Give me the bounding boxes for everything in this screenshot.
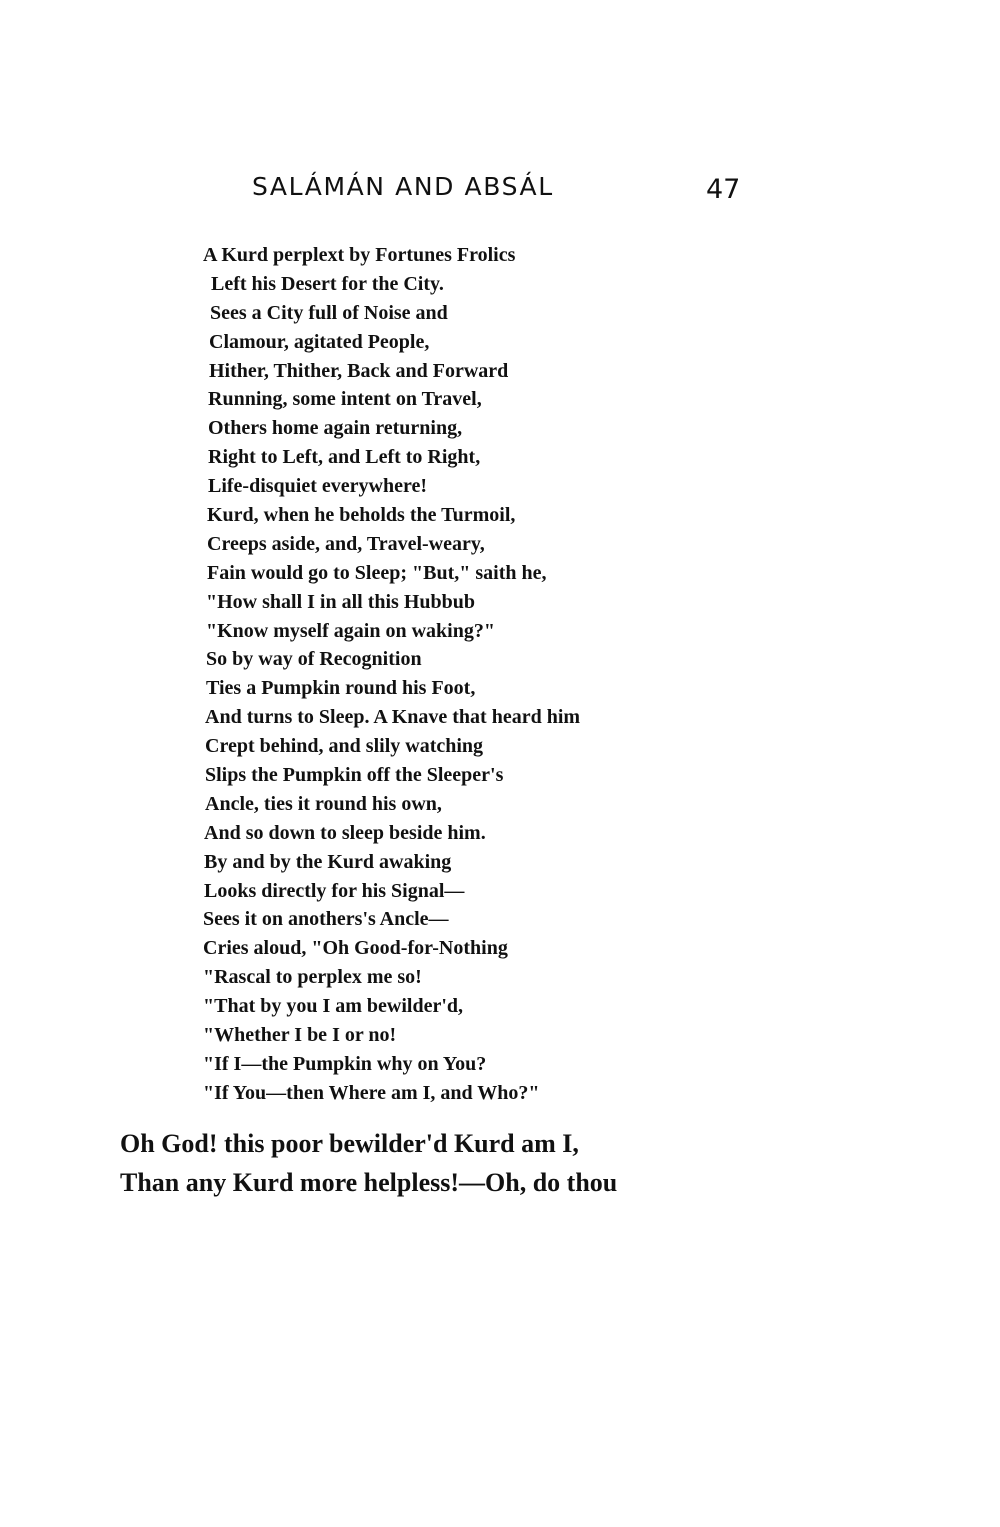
prose-line: Than any Kurd more helpless!—Oh, do thou — [120, 1168, 618, 1197]
verse-line: And turns to Sleep. A Knave that heard him — [205, 706, 581, 729]
verse-line: Life-disquiet everywhere! — [208, 475, 428, 498]
verse-line: "If I—the Pumpkin why on You? — [203, 1052, 487, 1075]
verse-line: By and by the Kurd awaking — [204, 850, 452, 873]
verse-line: Crept behind, and slily watching — [205, 735, 484, 758]
verse-line: Cries aloud, "Oh Good-for-Nothing — [203, 937, 508, 960]
verse-line: Sees a City full of Noise and — [210, 301, 448, 324]
verse-line: "If You—then Where am I, and Who?" — [203, 1081, 540, 1104]
verse-line: Clamour, agitated People, — [209, 330, 430, 353]
verse-line: "Rascal to perplex me so! — [203, 966, 422, 989]
prose-block — [120, 1124, 820, 1202]
verse-line: Others home again returning, — [208, 417, 463, 440]
verse-line: Creeps aside, and, Travel-weary, — [207, 532, 485, 555]
page-number: 47 — [706, 174, 741, 205]
verse-line: Slips the Pumpkin off the Sleeper's — [205, 764, 504, 787]
verse-line: Left his Desert for the City. — [211, 272, 444, 295]
verse-line: "Whether I be I or no! — [203, 1024, 397, 1047]
verse-line: Looks directly for his Signal— — [204, 879, 465, 902]
verse-line: Sees it on anothers's Ancle— — [203, 908, 449, 931]
prose-line: Oh God! this poor bewilder'd Kurd am I, — [120, 1129, 579, 1158]
verse-line: "Know myself again on waking?" — [206, 619, 495, 642]
verse-line: Hither, Thither, Back and Forward — [209, 359, 509, 382]
verse-line: Kurd, when he beholds the Turmoil, — [207, 504, 516, 527]
verse-line: Ties a Pumpkin round his Foot, — [206, 677, 476, 700]
running-title: SALÁMÁN AND ABSÁL — [252, 172, 554, 201]
verse-block — [203, 241, 763, 1108]
verse-line: So by way of Recognition — [206, 648, 422, 671]
verse-line: And so down to sleep beside him. — [204, 821, 486, 844]
verse-line: Right to Left, and Left to Right, — [208, 446, 481, 469]
verse-line: Ancle, ties it round his own, — [205, 792, 442, 815]
verse-line: "That by you I am bewilder'd, — [203, 995, 464, 1018]
verse-line: Fain would go to Sleep; "But," saith he, — [207, 561, 547, 584]
verse-line: A Kurd perplext by Fortunes Frolics — [203, 244, 516, 266]
verse-line: Running, some intent on Travel, — [208, 388, 482, 411]
verse-line: "How shall I in all this Hubbub — [206, 590, 475, 613]
